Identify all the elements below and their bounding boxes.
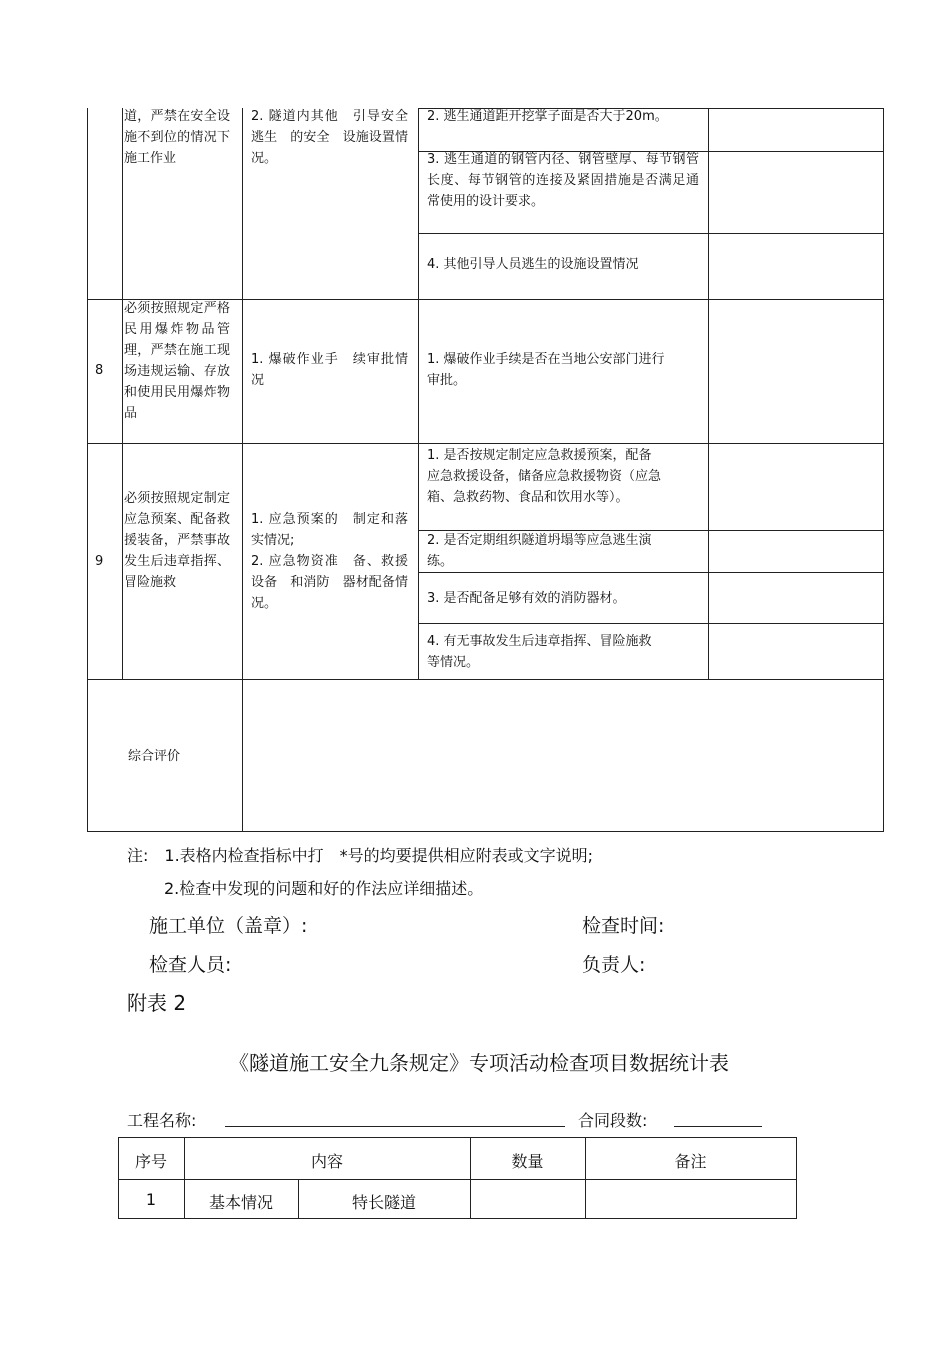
table-border	[418, 233, 884, 234]
inspector-label: 检查人员:	[149, 954, 232, 976]
appendix-label: 附表 2	[127, 991, 187, 1015]
summary-label: 综合评价	[128, 749, 181, 764]
inspection-time-label: 检查时间:	[582, 915, 665, 937]
contract-blank	[674, 1126, 762, 1127]
column-header-no: 序号	[134, 1152, 167, 1171]
column-header-remark: 备注	[674, 1152, 707, 1171]
contract-label: 合同段数:	[578, 1111, 648, 1130]
item-cell: 特长隧道	[351, 1193, 416, 1212]
table-border	[418, 108, 419, 680]
table-border	[242, 108, 243, 832]
category-cell: 基本情况	[208, 1193, 273, 1212]
check-item: 2. 是否定期组织隧道坍塌等应急逃生演练。	[427, 533, 652, 569]
check-item: 4. 有无事故发生后违章指挥、冒险施救等情况。	[427, 634, 652, 670]
check-item: 3. 逃生通道的钢管内径、钢管壁厚、每节钢管长度、每节钢管的连接及紧固措施是否满足通常使用的设计要求。	[427, 152, 699, 209]
requirement-cell: 必须按照规定严格民用爆炸物品管理，严禁在施工现场违规运输、存放和使用民用爆炸物品	[124, 301, 230, 421]
column-header-quantity: 数量	[511, 1152, 544, 1171]
table-border	[118, 1137, 797, 1138]
table-border	[118, 1218, 797, 1219]
row-number: 8	[95, 363, 104, 378]
table-border	[87, 443, 884, 444]
table-border	[87, 679, 884, 680]
table-border	[118, 1179, 797, 1180]
table-border	[418, 623, 884, 624]
table-border	[87, 831, 884, 832]
check-item: 3. 是否配备足够有效的消防器材。	[427, 591, 626, 606]
project-name-blank	[225, 1126, 565, 1127]
content-cell: 1. 爆破作业手 续审批情况	[251, 352, 408, 388]
project-name-label: 工程名称:	[127, 1111, 197, 1130]
check-item: 1. 是否按规定制定应急救援预案，配备应急救援设备，储备应急救援物资（应急箱、急救药物、食品和饮用水等）。	[427, 448, 662, 505]
note-line-2: 2.检查中发现的问题和好的作法应详细描述。	[164, 879, 484, 898]
table-border	[708, 108, 709, 680]
table-border	[87, 108, 88, 832]
note-line-1: 注: 1.表格内检查指标中打 *号的均要提供相应附表或文字说明;	[127, 846, 594, 865]
row-number: 1	[145, 1190, 157, 1209]
table-border	[796, 1137, 797, 1219]
check-item: 2. 逃生通道距开挖掌子面是否大于20m。	[427, 109, 668, 124]
requirement-cell: 必须按照规定制定应急预案、配备救援装备，严禁事故发生后违章指挥、冒险施救	[124, 491, 230, 590]
check-item: 4. 其他引导人员逃生的设施设置情况	[427, 257, 639, 272]
table-border	[418, 572, 884, 573]
content-cell: 1. 应急预案的 制定和落实情况; 2. 应急物资准 备、救援设备 和消防 器材配备情况。	[251, 512, 408, 611]
column-header-content: 内容	[310, 1152, 343, 1171]
appendix-title: 《隧道施工安全九条规定》专项活动检查项目数据统计表	[229, 1051, 729, 1075]
row-number: 9	[95, 554, 104, 569]
requirement-cell: 道，严禁在安全设施不到位的情况下施工作业	[124, 109, 230, 166]
responsible-person-label: 负责人:	[582, 954, 646, 976]
table-border	[122, 108, 123, 680]
construction-unit-label: 施工单位（盖章）:	[149, 915, 308, 937]
content-cell: 2. 隧道内其他 引导安全逃生 的安全 设施设置情况。	[251, 109, 408, 166]
table-border	[883, 108, 884, 832]
check-item: 1. 爆破作业手续是否在当地公安部门进行审批。	[427, 352, 665, 388]
